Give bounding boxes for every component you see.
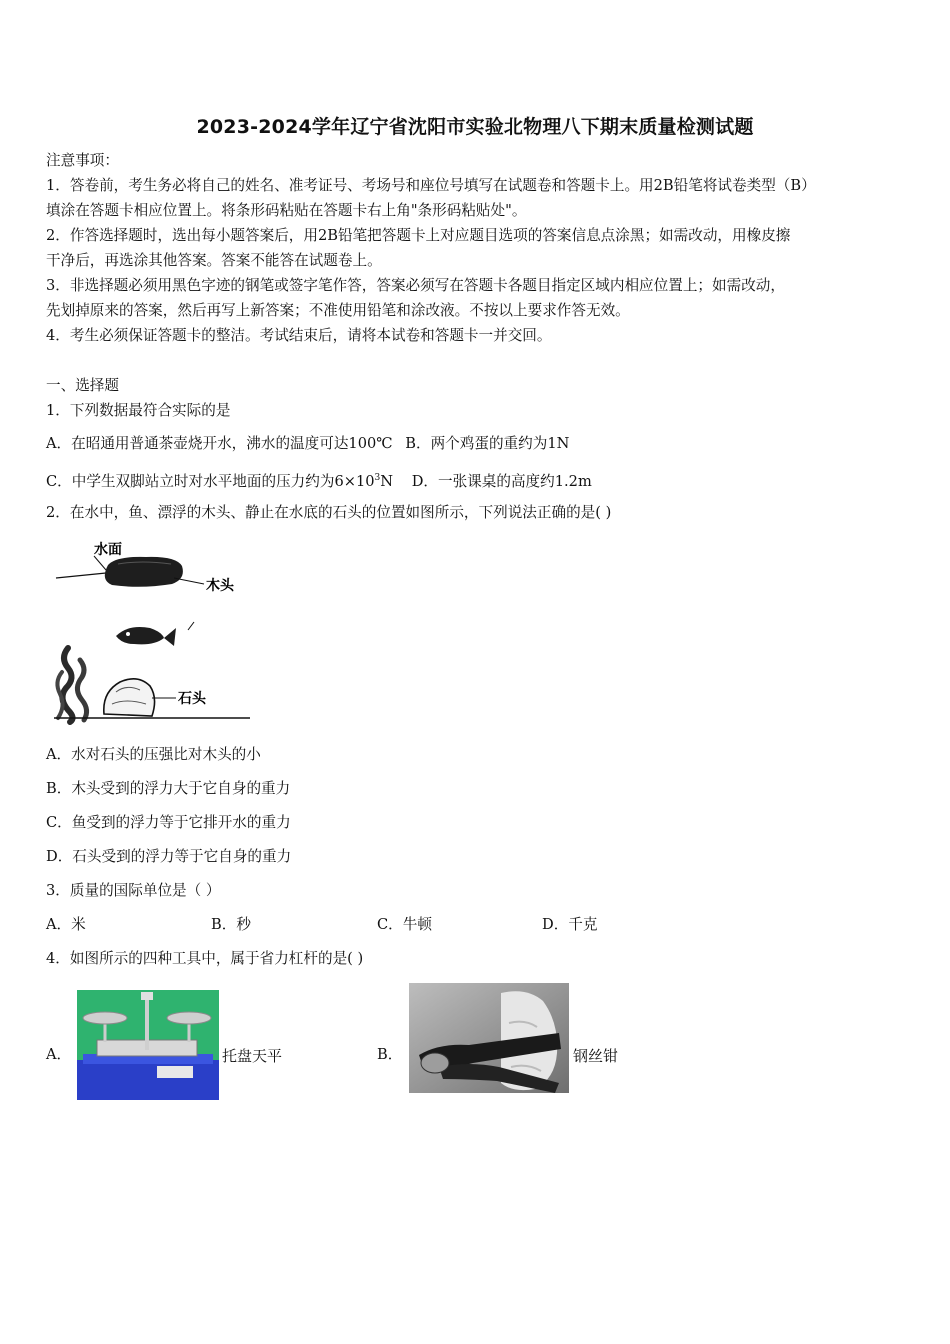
q2-option-a: A．水对石头的压强比对木头的小 (46, 746, 261, 763)
q4-option-b-letter: B． (377, 1046, 403, 1063)
notice-line-3: 2．作答选择题时，选出每小题答案后，用2B铅笔把答题卡上对应题目选项的答案信息点涂黑；如需改动，用橡皮擦 (46, 227, 791, 244)
fish (116, 627, 164, 644)
notice-heading: 注意事项： (46, 152, 119, 169)
q2-option-c: C．鱼受到的浮力等于它排开水的重力 (46, 814, 291, 831)
wood-log (105, 557, 183, 587)
q2-figure (46, 532, 276, 730)
q1-option-b: B．两个鸡蛋的重约为1N (405, 435, 570, 452)
q3-stem: 3．质量的国际单位是（ ） (46, 882, 221, 899)
q4-option-b-label: 钢丝钳 (573, 1047, 619, 1065)
seaweed-middle (77, 660, 86, 720)
label-wood: 木头 (206, 578, 234, 594)
q1-stem: 1．下列数据最符合实际的是 (46, 402, 231, 419)
notice-line-1: 1．答卷前，考生务必将自己的姓名、准考证号、考场号和座位号填写在试题卷和答题卡上。用2B铅笔将试卷类型（B） (46, 177, 816, 194)
q3-option-a: A．米 (46, 916, 86, 933)
balance-base (77, 1060, 219, 1100)
q1-option-d: D．一张课桌的高度约1.2m (411, 472, 592, 490)
balance-image (77, 990, 219, 1100)
q1-option-a: A．在昭通用普通茶壶烧开水，沸水的温度可达100℃ (46, 435, 393, 452)
q1-option-c-unit: N (380, 472, 394, 490)
q1-options-cd (46, 468, 592, 492)
q2-option-b: B．木头受到的浮力大于它自身的重力 (46, 780, 291, 797)
q1-option-c-text: C．中学生双脚站立时对水平地面的压力约为6×10 (46, 472, 375, 490)
balance-pan-left (83, 1012, 127, 1024)
pliers-jaw (421, 1053, 449, 1073)
q3-option-c: C．牛顿 (377, 916, 432, 933)
seaweed-right (57, 672, 62, 718)
pliers-image (409, 983, 569, 1093)
notice-line-5: 3．非选择题必须用黑色字迹的钢笔或签字笔作答，答案必须写在答题卡各题目指定区域内相应位置上；如需改动， (46, 277, 785, 294)
water-surface-pointer (94, 556, 106, 570)
notice-line-6: 先划掉原来的答案，然后再写上新答案；不准使用铅笔和涂改液。不按以上要求作答无效。 (46, 302, 630, 319)
page-title: 2023-2024学年辽宁省沈阳市实验北物理八下期末质量检测试题 (196, 116, 754, 138)
section-heading: 一、选择题 (46, 377, 119, 394)
wood-pointer (174, 578, 204, 584)
q2-stem: 2．在水中，鱼、漂浮的木头、静止在水底的石头的位置如图所示，下列说法正确的是( ) (46, 504, 612, 521)
q1-option-c (46, 468, 393, 492)
balance-pan-right (167, 1012, 211, 1024)
notice-line-7: 4．考生必须保证答题卡的整洁。考试结束后，请将本试卷和答题卡一并交回。 (46, 327, 552, 344)
q1-option-c-exponent: 3 (374, 473, 381, 483)
stone (104, 679, 155, 716)
seaweed-left (62, 648, 72, 722)
label-stone: 石头 (178, 691, 206, 707)
q1-options-ab (46, 434, 569, 454)
q3-option-b: B．秒 (211, 916, 251, 933)
label-water-surface: 水面 (94, 542, 122, 558)
q4-option-a-label: 托盘天平 (222, 1047, 283, 1065)
q2-option-d: D．石头受到的浮力等于它自身的重力 (46, 848, 292, 865)
q3-option-d: D．千克 (542, 916, 598, 933)
notice-line-2: 填涂在答题卡相应位置上。将条形码粘贴在答题卡右上角"条形码粘贴处"。 (46, 202, 527, 219)
q4-option-a-letter: A． (46, 1046, 72, 1063)
notice-line-4: 干净后，再选涂其他答案。答案不能答在试题卷上。 (46, 252, 382, 269)
q4-stem: 4．如图所示的四种工具中，属于省力杠杆的是( ) (46, 950, 364, 967)
